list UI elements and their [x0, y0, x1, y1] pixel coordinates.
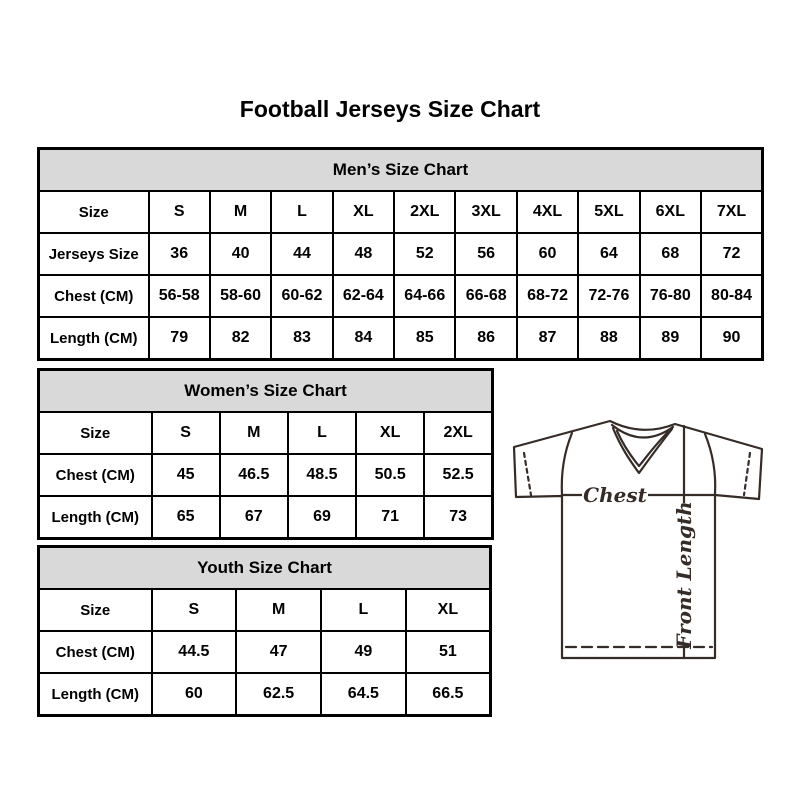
- table-cell: 50.5: [356, 454, 424, 496]
- womens-size-table: [37, 368, 494, 540]
- table-row: [39, 589, 491, 631]
- right-armhole-seam: [705, 434, 715, 494]
- table-row: [39, 191, 763, 233]
- row-label: Chest (CM): [39, 275, 149, 317]
- table-cell: 84: [333, 317, 394, 360]
- table-cell: 68: [640, 233, 701, 275]
- table-cell: XL: [356, 412, 424, 454]
- table-cell: 64.5: [321, 673, 406, 716]
- table-cell: 58-60: [210, 275, 271, 317]
- table-cell: 62-64: [333, 275, 394, 317]
- table-cell: 79: [149, 317, 210, 360]
- table-cell: 89: [640, 317, 701, 360]
- table-row: [39, 317, 763, 360]
- table-cell: 88: [578, 317, 639, 360]
- table-title-row: [39, 547, 491, 590]
- table-cell: 60: [152, 673, 237, 716]
- table-cell: 66-68: [455, 275, 516, 317]
- table-cell: 6XL: [640, 191, 701, 233]
- table-cell: M: [236, 589, 321, 631]
- table-cell: 83: [271, 317, 332, 360]
- table-cell: 51: [406, 631, 491, 673]
- table-cell: 68-72: [517, 275, 578, 317]
- table-cell: 71: [356, 496, 424, 539]
- table-cell: 85: [394, 317, 455, 360]
- row-label: Size: [39, 412, 152, 454]
- vneck-inner: [617, 431, 668, 466]
- jersey-outline-path: [514, 421, 762, 658]
- table-cell: 62.5: [236, 673, 321, 716]
- table-row: [39, 412, 493, 454]
- table-cell: S: [152, 589, 237, 631]
- table-cell: M: [210, 191, 271, 233]
- table-cell: 67: [220, 496, 288, 539]
- table-row: [39, 275, 763, 317]
- table-cell: S: [149, 191, 210, 233]
- row-label: Length (CM): [39, 673, 152, 716]
- table-cell: M: [220, 412, 288, 454]
- right-cuff-stitch: [744, 453, 750, 495]
- table-cell: L: [321, 589, 406, 631]
- table-cell: 48.5: [288, 454, 356, 496]
- table-cell: L: [271, 191, 332, 233]
- table-title-row: [39, 149, 763, 192]
- youth-size-table: [37, 545, 492, 717]
- table-cell: 4XL: [517, 191, 578, 233]
- table-cell: 49: [321, 631, 406, 673]
- row-label: Length (CM): [39, 496, 152, 539]
- table-row: [39, 233, 763, 275]
- table-cell: 47: [236, 631, 321, 673]
- table-cell: 44: [271, 233, 332, 275]
- table-cell: 7XL: [701, 191, 762, 233]
- jersey-measurement-diagram: [500, 400, 780, 675]
- table-cell: 48: [333, 233, 394, 275]
- table-cell: 2XL: [394, 191, 455, 233]
- table-cell: 87: [517, 317, 578, 360]
- page-title: Football Jerseys Size Chart: [239, 96, 541, 122]
- table-title: Women’s Size Chart: [39, 370, 493, 413]
- row-label: Chest (CM): [39, 631, 152, 673]
- table-cell: XL: [406, 589, 491, 631]
- table-cell: 60: [517, 233, 578, 275]
- row-label: Chest (CM): [39, 454, 152, 496]
- table-cell: 5XL: [578, 191, 639, 233]
- table-cell: 36: [149, 233, 210, 275]
- table-cell: 3XL: [455, 191, 516, 233]
- table-cell: 82: [210, 317, 271, 360]
- table-cell: 80-84: [701, 275, 762, 317]
- table-cell: 45: [152, 454, 220, 496]
- table-cell: 44.5: [152, 631, 237, 673]
- table-title: Men’s Size Chart: [39, 149, 763, 192]
- vneck-outer: [613, 428, 672, 473]
- table-row: [39, 631, 491, 673]
- table-row: [39, 673, 491, 716]
- table-cell: 90: [701, 317, 762, 360]
- table-cell: 52.5: [424, 454, 492, 496]
- row-label: Size: [39, 191, 149, 233]
- table-title-row: [39, 370, 493, 413]
- table-row: [39, 454, 493, 496]
- table-cell: 86: [455, 317, 516, 360]
- mens-size-table: [37, 147, 764, 361]
- table-cell: 72: [701, 233, 762, 275]
- row-label: Size: [39, 589, 152, 631]
- table-cell: 66.5: [406, 673, 491, 716]
- row-label: Jerseys Size: [39, 233, 149, 275]
- front-length-label: Front Length: [672, 501, 696, 649]
- table-cell: 56: [455, 233, 516, 275]
- table-cell: 40: [210, 233, 271, 275]
- table-title: Youth Size Chart: [39, 547, 491, 590]
- table-cell: 64: [578, 233, 639, 275]
- table-cell: 60-62: [271, 275, 332, 317]
- table-cell: 65: [152, 496, 220, 539]
- table-cell: S: [152, 412, 220, 454]
- table-cell: 2XL: [424, 412, 492, 454]
- table-row: [39, 496, 493, 539]
- table-cell: XL: [333, 191, 394, 233]
- table-cell: 69: [288, 496, 356, 539]
- table-cell: 73: [424, 496, 492, 539]
- table-cell: 56-58: [149, 275, 210, 317]
- table-cell: 72-76: [578, 275, 639, 317]
- table-cell: 46.5: [220, 454, 288, 496]
- table-cell: L: [288, 412, 356, 454]
- table-cell: 76-80: [640, 275, 701, 317]
- table-cell: 64-66: [394, 275, 455, 317]
- row-label: Length (CM): [39, 317, 149, 360]
- table-cell: 52: [394, 233, 455, 275]
- left-armhole-seam: [562, 433, 572, 495]
- chest-label: Chest: [583, 483, 647, 507]
- left-cuff-stitch: [524, 453, 531, 495]
- jersey-line-art: [514, 421, 762, 658]
